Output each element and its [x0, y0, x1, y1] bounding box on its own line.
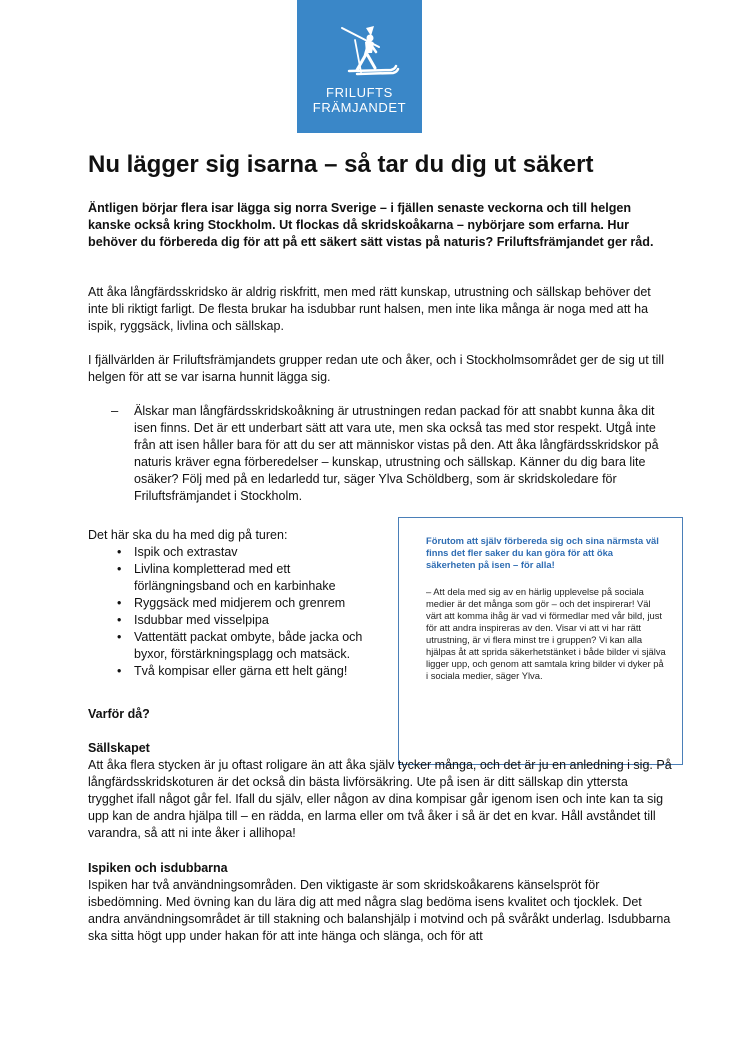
- gear-item: • Ispik och extrastav: [88, 544, 388, 561]
- logo-text-line1: FRILUFTS: [326, 85, 393, 100]
- logo-text-line2: FRÄMJANDET: [312, 100, 407, 115]
- gear-item: • Ryggsäck med midjerem och grenrem: [88, 595, 388, 612]
- paragraph-fjall: I fjällvärlden är Friluftsfrämjandets grupper redan ute och åker, och i Stockholmsområdet ger de sig ut till helgen för att se var isarna hunnit lägga sig.: [88, 353, 664, 384]
- sidebar-box-title: Förutom att själv förbereda sig och sina närmsta väl finns det fler saker du kan göra för att öka säkerheten på isen – för alla!: [426, 535, 659, 570]
- paragraph-company: Att åka flera stycken är ju oftast roligare än att åka själv tycker många, och det är ju en anledning i sig. På långfärdsskridskoturen är det också din bästa livförsäkring. Ute på isen är ditt sällskap din yttersta trygghet ifall något går fel. Ifall du själv, eller någon av dina kompisar går igenom isen och inte kan ta sig upp kan de andra hjälpa till – en rädda, en larma eller om två åker i så är det en kvar. Håll avståndet till varandra, så att ni inte åker i allihopa!: [88, 758, 672, 840]
- gear-item: • Isdubbar med visselpipa: [88, 612, 388, 629]
- sidebar-box: [398, 517, 683, 765]
- quote-dash: –: [111, 403, 119, 418]
- paragraph-ispik: Ispiken har två användningsområden. Den viktigaste är som skridskoåkarens känselspröt för isbedömning. Med övning kan du lära dig att med några slag bedöma isens kvalitet och tjocklek. Det andra användningsområdet är till stakning och balanshjälp i motvind och på svåråkt underlag. Isdubbarna ska sitta högt upp under hakan för att inte hänga och slänga, och för att: [88, 878, 671, 943]
- gear-item: • Vattentätt packat ombyte, både jacka och byxor, förstärkningsplagg och matsäck.: [88, 629, 388, 663]
- article-lead: Äntligen börjar flera isar lägga sig norra Sverige – i fjällen senaste veckorna och till helgen kanske också kring Stockholm. Ut flockas då skridskoåkarna – nybörjare som erfarna. Hur behöver du förbereda dig för att på ett säkert sätt vistas på naturis? Friluftsfrämjandet ger råd.: [88, 201, 654, 249]
- skier-icon: [297, 0, 422, 80]
- gear-item: • Livlina kompletterad med ett förlängningsband och en karbinhake: [88, 561, 388, 595]
- paragraph-intro: Att åka långfärdsskridsko är aldrig riskfritt, men med rätt kunskap, utrustning och sällskap behöver det inte bli riktigt farligt. De flesta brukar ha isdubbar runt halsen, men inte lika många är noga med att ha ispik, ryggsäck, livlina och sällskap.: [88, 285, 651, 333]
- gear-list: [88, 544, 388, 680]
- friluftsframjandet-logo: [297, 0, 422, 133]
- quote-ylva: Älskar man långfärdsskridskoåkning är utrustningen redan packad för att snabbt kunna åka dit isen finns. Det är ett underbart sätt att vara ute, men ska också tas med stor respekt. Utgå inte från att isen håller bara för att du ser att människor vistas på den. Att åka långfärdsskridskor på naturis kräver egna förberedelser – kunskap, utrustning och sällskap. Känner du dig bara lite osäker? Följ med på en ledarledd tur, säger Ylva Schöldberg, som är skridskoledare för Friluftsfrämjandet i Stockholm.: [134, 404, 659, 503]
- heading-company: Sällskapet: [88, 741, 150, 755]
- gear-item: • Två kompisar eller gärna ett helt gäng!: [88, 663, 388, 680]
- heading-ispik: Ispiken och isdubbarna: [88, 861, 228, 875]
- article-title: Nu lägger sig isarna – så tar du dig ut säkert: [88, 151, 594, 178]
- heading-why: Varför då?: [88, 707, 150, 721]
- gear-intro: Det här ska du ha med dig på turen:: [88, 528, 288, 542]
- sidebar-box-body: – Att dela med sig av en härlig upplevelse på sociala medier är det många som gör – och det inspirerar! Väl värt att komma ihåg är vad vi förmedlar med vår bild, just för att andra inspireras av den. Visar vi att vi har rätt utrustning, är vi flera minst tre i gruppen? Vi kan alla hjälpas åt att sprida säkerhetstänket i både bilder vi själva ligger upp, och genom att samtala kring bilder vi dyker på i sociala medier, säger Ylva.: [426, 586, 666, 681]
